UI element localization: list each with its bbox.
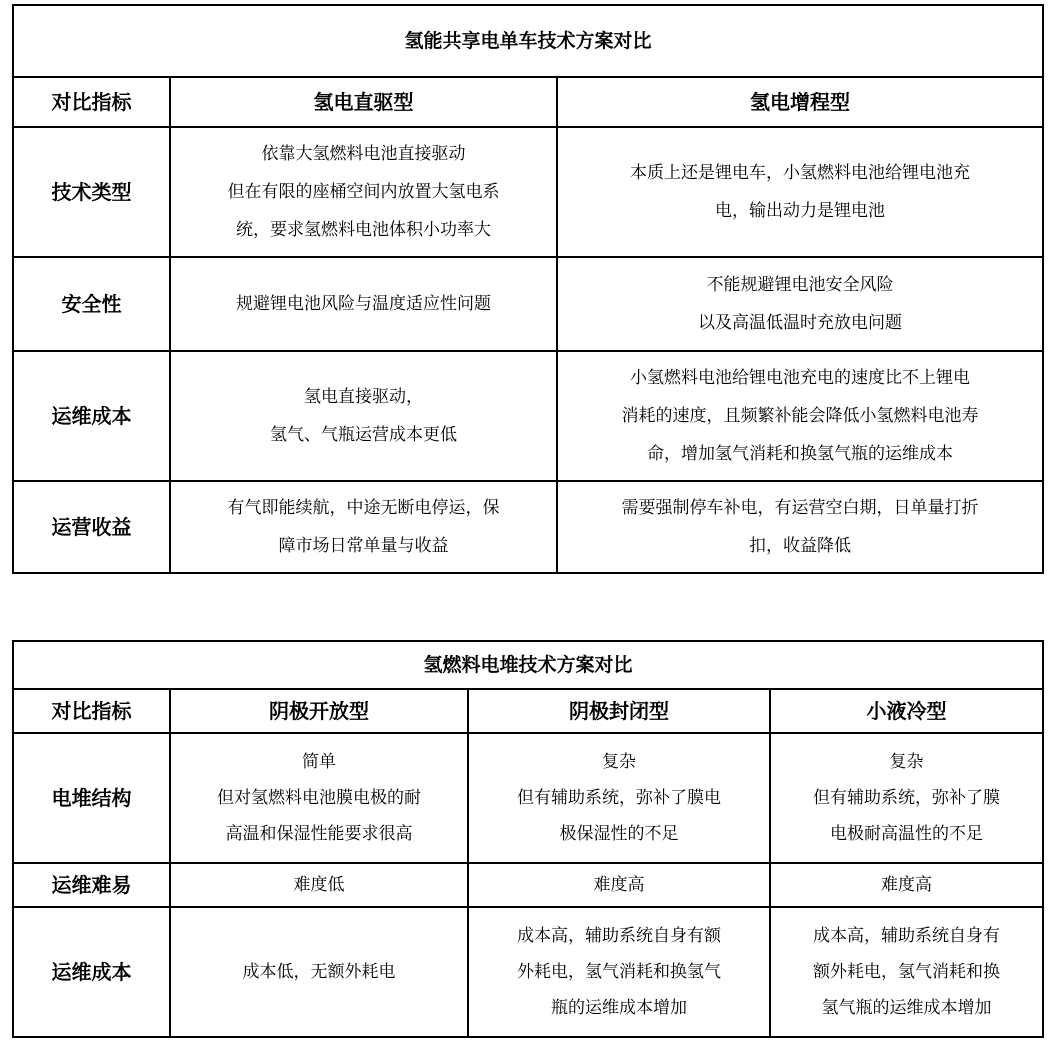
cell-line: 难度高 <box>881 875 932 895</box>
table-cell <box>170 863 468 907</box>
column-header-direct-drive: 氢电直驱型 <box>170 77 557 127</box>
table-cell <box>557 257 1043 351</box>
cell-line: 氢气、气瓶运营成本更低 <box>270 425 457 445</box>
cell-line: 需要强制停车补电，有运营空白期，日单量打折 <box>621 498 979 518</box>
cell-line: 难度高 <box>593 875 645 895</box>
cell-line: 极保湿性的不足 <box>559 824 679 844</box>
table-cell <box>468 907 770 1037</box>
table-row <box>13 127 1043 257</box>
table-cell <box>170 127 557 257</box>
table-cell <box>170 907 468 1037</box>
cell-line: 复杂 <box>602 752 636 772</box>
cell-line: 电，输出动力是锂电池 <box>715 201 885 221</box>
row-label: 运维难易 <box>13 863 170 907</box>
table-cell <box>770 863 1043 907</box>
table-title: 氢燃料电堆技术方案对比 <box>13 641 1043 689</box>
fuel-cell-stack-comparison-table <box>12 640 1044 1038</box>
cell-line: 但在有限的座桶空间内放置大氢电系 <box>227 182 500 202</box>
row-label: 运维成本 <box>13 351 170 481</box>
table-title: 氢能共享电单车技术方案对比 <box>13 5 1043 77</box>
cell-line: 不能规避锂电池安全风险 <box>706 275 894 295</box>
table-cell <box>468 733 770 863</box>
table-cell <box>170 481 557 573</box>
table-cell <box>468 863 770 907</box>
column-header-small-liquid-cooled: 小液冷型 <box>770 689 1043 733</box>
table-cell <box>770 907 1043 1037</box>
cell-line: 以及高温低温时充放电问题 <box>698 313 902 333</box>
row-label: 电堆结构 <box>13 733 170 863</box>
cell-line: 成本低，无额外耗电 <box>242 962 396 982</box>
row-label: 技术类型 <box>13 127 170 257</box>
column-header-cathode-closed: 阴极封闭型 <box>468 689 770 733</box>
cell-line: 复杂 <box>889 752 924 772</box>
table-cell <box>170 351 557 481</box>
cell-line: 小氢燃料电池给锂电池充电的速度比不上锂电 <box>630 368 970 388</box>
table-row <box>13 907 1043 1037</box>
row-label: 安全性 <box>13 257 170 351</box>
cell-line: 成本高，辅助系统自身有额 <box>517 926 721 946</box>
cell-line: 规避锂电池风险与温度适应性问题 <box>236 294 491 314</box>
cell-line: 电极耐高温性的不足 <box>830 824 983 844</box>
cell-line: 依靠大氢燃料电池直接驱动 <box>261 144 466 164</box>
hydrogen-bike-comparison-table <box>12 4 1044 574</box>
cell-line: 氢气瓶的运维成本增加 <box>821 998 992 1018</box>
cell-line: 额外耗电，氢气消耗和换 <box>813 962 1000 982</box>
cell-line: 障市场日常单量与收益 <box>278 536 449 556</box>
cell-line: 扣，收益降低 <box>749 536 851 556</box>
cell-line: 本质上还是锂电车，小氢燃料电池给锂电池充 <box>630 163 970 183</box>
row-label: 运维成本 <box>13 907 170 1037</box>
table-row <box>13 733 1043 863</box>
table-cell <box>557 351 1043 481</box>
cell-line: 高温和保湿性能要求很高 <box>225 824 413 844</box>
cell-line: 消耗的速度，且频繁补能会降低小氢燃料电池寿 <box>621 406 979 426</box>
column-header-metric: 对比指标 <box>13 689 170 733</box>
table-cell <box>557 127 1043 257</box>
column-header-metric: 对比指标 <box>13 77 170 127</box>
cell-line: 成本高，辅助系统自身有 <box>813 926 1000 946</box>
table-cell <box>770 733 1043 863</box>
table-cell <box>170 733 468 863</box>
cell-line: 但对氢燃料电池膜电极的耐 <box>217 788 421 808</box>
table-cell <box>557 481 1043 573</box>
column-header-range-extender: 氢电增程型 <box>557 77 1043 127</box>
cell-line: 统，要求氢燃料电池体积小功率大 <box>236 220 491 240</box>
cell-line: 外耗电，氢气消耗和换氢气 <box>517 962 721 982</box>
cell-line: 但有辅助系统，弥补了膜 <box>813 788 1000 808</box>
table-row <box>13 863 1043 907</box>
cell-line: 但有辅助系统，弥补了膜电 <box>517 788 721 808</box>
table-row <box>13 257 1043 351</box>
table-cell <box>170 257 557 351</box>
cell-line: 命，增加氢气消耗和换氢气瓶的运维成本 <box>647 444 953 464</box>
table-row <box>13 351 1043 481</box>
cell-line: 氢电直接驱动， <box>304 387 423 407</box>
cell-line: 难度低 <box>293 875 345 895</box>
cell-line: 简单 <box>302 752 336 772</box>
row-label: 运营收益 <box>13 481 170 573</box>
column-header-cathode-open: 阴极开放型 <box>170 689 468 733</box>
cell-line: 瓶的运维成本增加 <box>551 998 687 1018</box>
table-row <box>13 481 1043 573</box>
cell-line: 有气即能续航，中途无断电停运，保 <box>227 498 500 518</box>
